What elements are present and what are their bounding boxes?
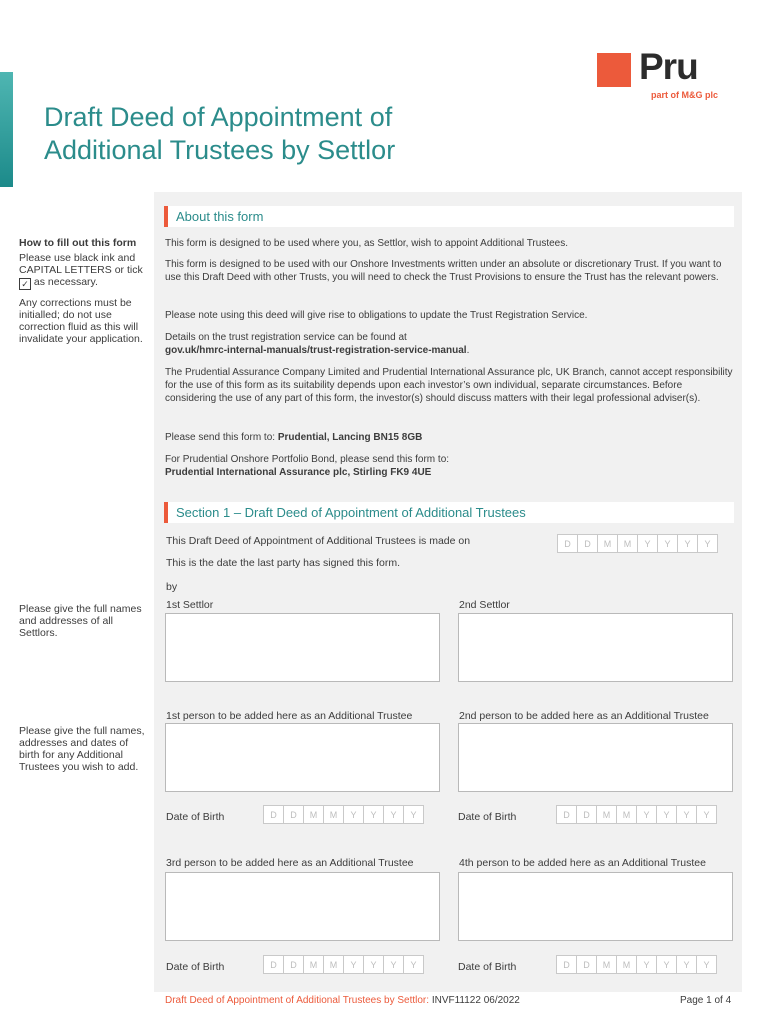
date-digit[interactable]: Y (657, 534, 678, 553)
date-digit[interactable]: Y (343, 955, 364, 974)
logo-square-icon (597, 53, 631, 87)
trustees-note: Please give the full names, addresses and dates of birth for any Additional Trustees you wish to add. (19, 725, 145, 773)
about-p4 (165, 331, 735, 357)
date-digit[interactable]: Y (403, 805, 424, 824)
about-p5: The Prudential Assurance Company Limited and Prudential International Assurance plc, UK Branch, cannot accept responsibility for the use of this form as its suitability depends upon each investor’s own individual, separate circumstances. Before considering the use of any part of this form, the investor(s) should discuss matters with their legal professional adviser(s). (165, 367, 733, 404)
trustee3-dob-field[interactable] (263, 955, 424, 974)
about-p1: This form is designed to be used where you, as Settlor, wish to appoint Additional Trustees. (165, 238, 569, 249)
date-digit[interactable]: Y (656, 955, 677, 974)
date-digit[interactable]: M (617, 534, 638, 553)
date-digit[interactable]: Y (383, 805, 404, 824)
date-digit[interactable]: Y (403, 955, 424, 974)
about-p6-text: Please send this form to: (165, 432, 276, 443)
date-digit[interactable]: Y (677, 534, 698, 553)
settlor2-label: 2nd Settlor (459, 599, 510, 611)
date-digit[interactable]: Y (363, 805, 384, 824)
trustee4-field[interactable] (458, 872, 733, 941)
date-digit[interactable]: M (596, 955, 617, 974)
page-title (44, 101, 504, 167)
trustee2-field[interactable] (458, 723, 733, 792)
deed-date-field[interactable] (557, 534, 718, 553)
date-digit[interactable]: M (616, 805, 637, 824)
date-digit[interactable]: D (577, 534, 598, 553)
date-digit[interactable]: Y (696, 805, 717, 824)
date-digit[interactable]: Y (636, 955, 657, 974)
trustee1-field[interactable] (165, 723, 440, 792)
date-digit[interactable]: D (283, 955, 304, 974)
section1-heading: Section 1 – Draft Deed of Appointment of Additional Trustees (164, 502, 734, 523)
trustee1-label: 1st person to be added here as an Additional Trustee (166, 710, 413, 722)
teal-accent-bar (0, 72, 13, 187)
trustee4-dob-label: Date of Birth (458, 961, 517, 973)
about-p4-end: . (466, 345, 470, 356)
date-digit[interactable]: Y (383, 955, 404, 974)
date-digit[interactable]: D (556, 955, 577, 974)
date-digit[interactable]: Y (696, 955, 717, 974)
settlor1-field[interactable] (165, 613, 440, 682)
date-digit[interactable]: Y (636, 805, 657, 824)
date-digit[interactable]: Y (637, 534, 658, 553)
date-digit[interactable]: M (323, 955, 344, 974)
trust-registration-link[interactable]: gov.uk/hmrc-internal-manuals/trust-registration-service-manual (165, 345, 467, 356)
about-p7 (165, 453, 735, 479)
date-digit[interactable]: M (597, 534, 618, 553)
trustee3-field[interactable] (165, 872, 440, 941)
date-digit[interactable]: Y (363, 955, 384, 974)
date-digit[interactable]: Y (656, 805, 677, 824)
date-digit[interactable]: M (596, 805, 617, 824)
footer-form-code: INVF11122 06/2022 (431, 995, 520, 1006)
about-heading: About this form (164, 206, 734, 227)
by-label: by (166, 581, 178, 593)
logo-text: Pru (639, 46, 698, 87)
trustee1-dob-label: Date of Birth (166, 811, 225, 823)
howto-text-2: as necessary. (33, 276, 98, 288)
about-p2: This form is designed to be used with our Onshore Investments written under an absolute or discretionary Trust. If you want to use this Draft Deed with other Trusts, you will need to check the Trust Provisions to ensure the Trust has the relevant powers. (165, 259, 722, 283)
footer-form-name: Draft Deed of Appointment of Additional Trustees by Settlor: (165, 995, 430, 1006)
about-p7-text: For Prudential Onshore Portfolio Bond, please send this form to: (165, 454, 450, 465)
date-digit[interactable]: D (576, 955, 597, 974)
trustee4-dob-field[interactable] (556, 955, 717, 974)
footer-form-info (165, 995, 520, 1006)
trustee4-label: 4th person to be added here as an Additional Trustee (459, 857, 706, 869)
settlors-note: Please give the full names and addresses of all Settlors. (19, 603, 142, 639)
date-digit[interactable]: D (263, 805, 284, 824)
settlor2-field[interactable] (458, 613, 733, 682)
about-p6-address: Prudential, Lancing BN15 8GB (277, 432, 423, 443)
date-digit[interactable]: Y (697, 534, 718, 553)
howto-text-1: Please use black ink and CAPITAL LETTERS or tick (19, 252, 143, 276)
title-line-2: Additional Trustees by Settlor (44, 135, 396, 165)
corrections-note: Any corrections must be initialled; do not use correction fluid as this will invalidate your application. (19, 297, 143, 345)
trustee2-dob-field[interactable] (556, 805, 717, 824)
tick-icon: ✓ (19, 278, 31, 290)
date-digit[interactable]: D (263, 955, 284, 974)
pru-logo (597, 46, 722, 100)
trustee3-dob-label: Date of Birth (166, 961, 225, 973)
about-p6 (165, 431, 735, 444)
made-on-note: This is the date the last party has signed this form. (166, 557, 401, 569)
trustee2-dob-label: Date of Birth (458, 811, 517, 823)
date-digit[interactable]: Y (676, 805, 697, 824)
howto-heading: How to fill out this form (19, 237, 137, 249)
settlor1-label: 1st Settlor (166, 599, 214, 611)
date-digit[interactable]: M (616, 955, 637, 974)
date-digit[interactable]: D (557, 534, 578, 553)
date-digit[interactable]: D (556, 805, 577, 824)
date-digit[interactable]: Y (343, 805, 364, 824)
howto-text (19, 252, 147, 290)
about-p7-address: Prudential International Assurance plc, Stirling FK9 4UE (165, 467, 432, 478)
trustee3-label: 3rd person to be added here as an Additional Trustee (166, 857, 414, 869)
title-line-1: Draft Deed of Appointment of (44, 102, 393, 132)
date-digit[interactable]: D (283, 805, 304, 824)
date-digit[interactable]: M (303, 805, 324, 824)
date-digit[interactable]: M (303, 955, 324, 974)
trustee2-label: 2nd person to be added here as an Additional Trustee (459, 710, 709, 722)
howto-block (19, 237, 147, 345)
about-p3: Please note using this deed will give rise to obligations to update the Trust Registration Service. (165, 310, 588, 321)
trustee1-dob-field[interactable] (263, 805, 424, 824)
about-p4-text: Details on the trust registration service can be found at (165, 332, 407, 343)
date-digit[interactable]: D (576, 805, 597, 824)
date-digit[interactable]: Y (676, 955, 697, 974)
made-on-label: This Draft Deed of Appointment of Additional Trustees is made on (166, 535, 471, 547)
date-digit[interactable]: M (323, 805, 344, 824)
logo-subtitle: part of M&G plc (651, 90, 718, 100)
footer-page-number: Page 1 of 4 (680, 995, 732, 1006)
